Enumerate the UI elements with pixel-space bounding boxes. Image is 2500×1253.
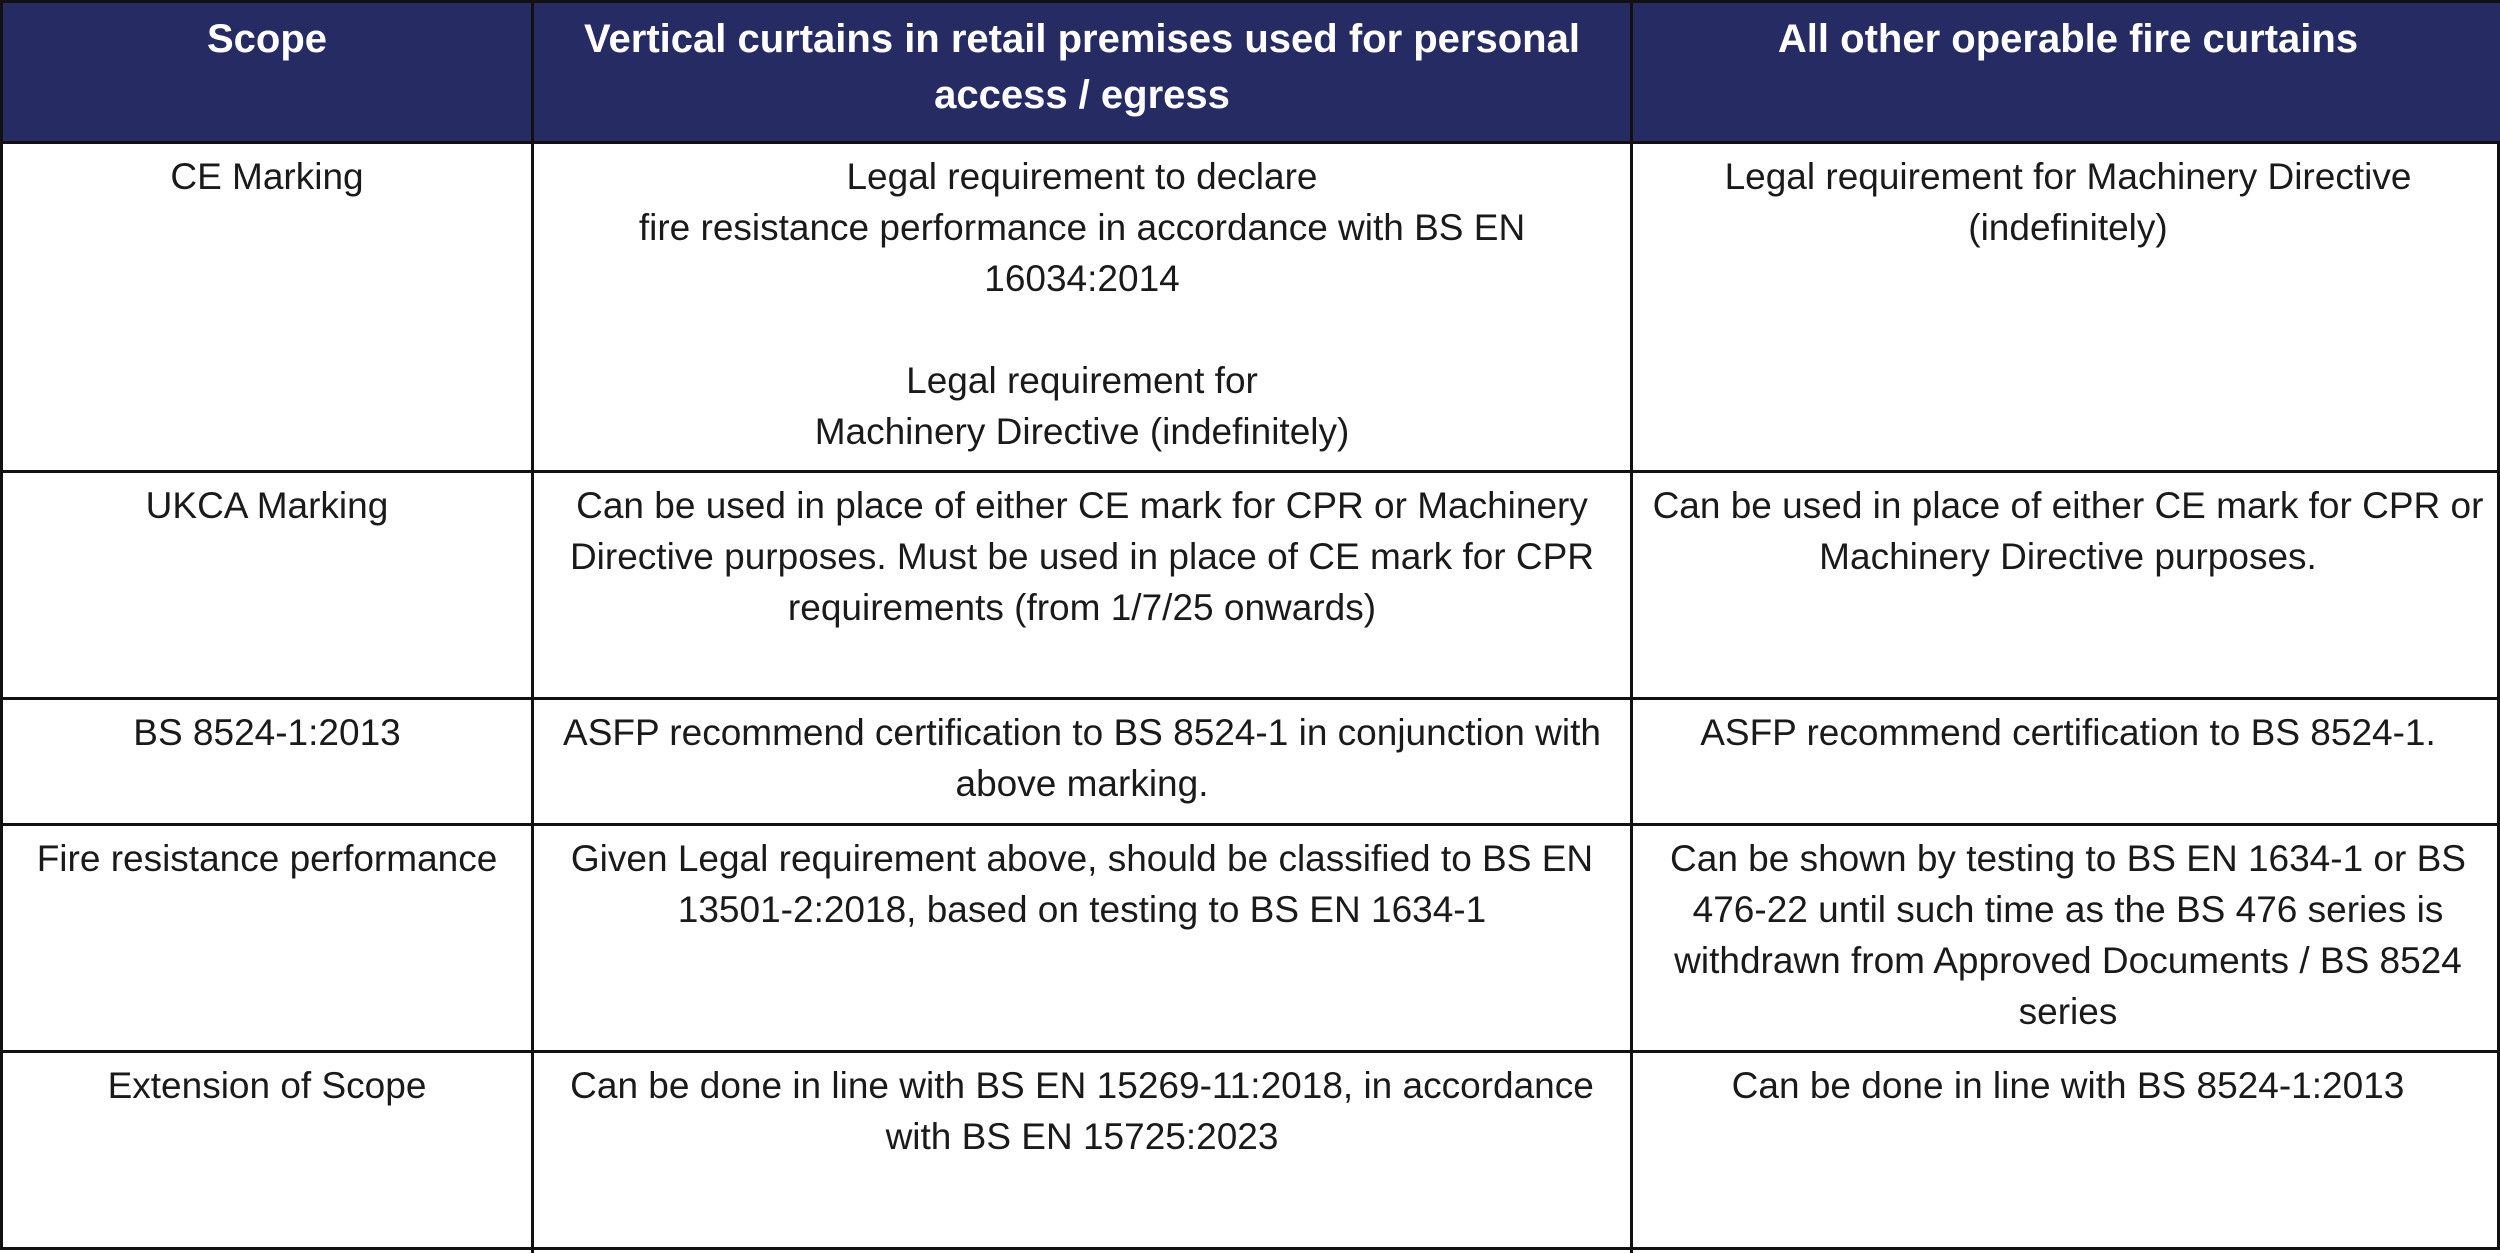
row-other-bs-8524: ASFP recommend certification to BS 8524-1.	[1633, 700, 2500, 826]
row-retail-ce-marking: Legal requirement to declare fire resistance performance in accordance with BS EN 16034:2014 Legal requirement for Machinery Directive (indefinitely)	[534, 144, 1633, 473]
row-other-ukca-marking: Can be used in place of either CE mark for CPR or Machinery Directive purposes.	[1633, 473, 2500, 700]
row-retail-extension: Can be done in line with BS EN 15269-11:2018, in accordance with BS EN 15725:2023	[534, 1053, 1633, 1253]
row-scope-ce-marking: CE Marking	[3, 144, 534, 473]
row-scope-fire-resistance: Fire resistance performance	[3, 826, 534, 1053]
row-other-ce-marking: Legal requirement for Machinery Directive (indefinitely)	[1633, 144, 2500, 473]
header-retail-curtains: Vertical curtains in retail premises used for personal access / egress	[534, 3, 1633, 144]
row-retail-ukca-marking: Can be used in place of either CE mark for CPR or Machinery Directive purposes. Must be used in place of CE mark for CPR requirements (from 1/7/25 onwards)	[534, 473, 1633, 700]
header-other-curtains: All other operable fire curtains	[1633, 3, 2500, 144]
row-retail-bs-8524: ASFP recommend certification to BS 8524-1 in conjunction with above marking.	[534, 700, 1633, 826]
row-other-extension: Can be done in line with BS 8524-1:2013	[1731, 1065, 2405, 1106]
row-retail-fire-resistance: Given Legal requirement above, should be classified to BS EN 13501-2:2018, based on testing to BS EN 1634-1	[534, 826, 1633, 1053]
row-scope-bs-8524: BS 8524-1:2013	[3, 700, 534, 826]
row-scope-ukca-marking: UKCA Marking	[3, 473, 534, 700]
row-other-fire-resistance: Can be shown by testing to BS EN 1634-1 or BS 476-22 until such time as the BS 476 series is withdrawn from Approved Documents / BS 8524 series	[1633, 826, 2500, 1053]
header-scope: Scope	[3, 3, 534, 144]
row-scope-extension: Extension of Scope	[3, 1053, 534, 1253]
